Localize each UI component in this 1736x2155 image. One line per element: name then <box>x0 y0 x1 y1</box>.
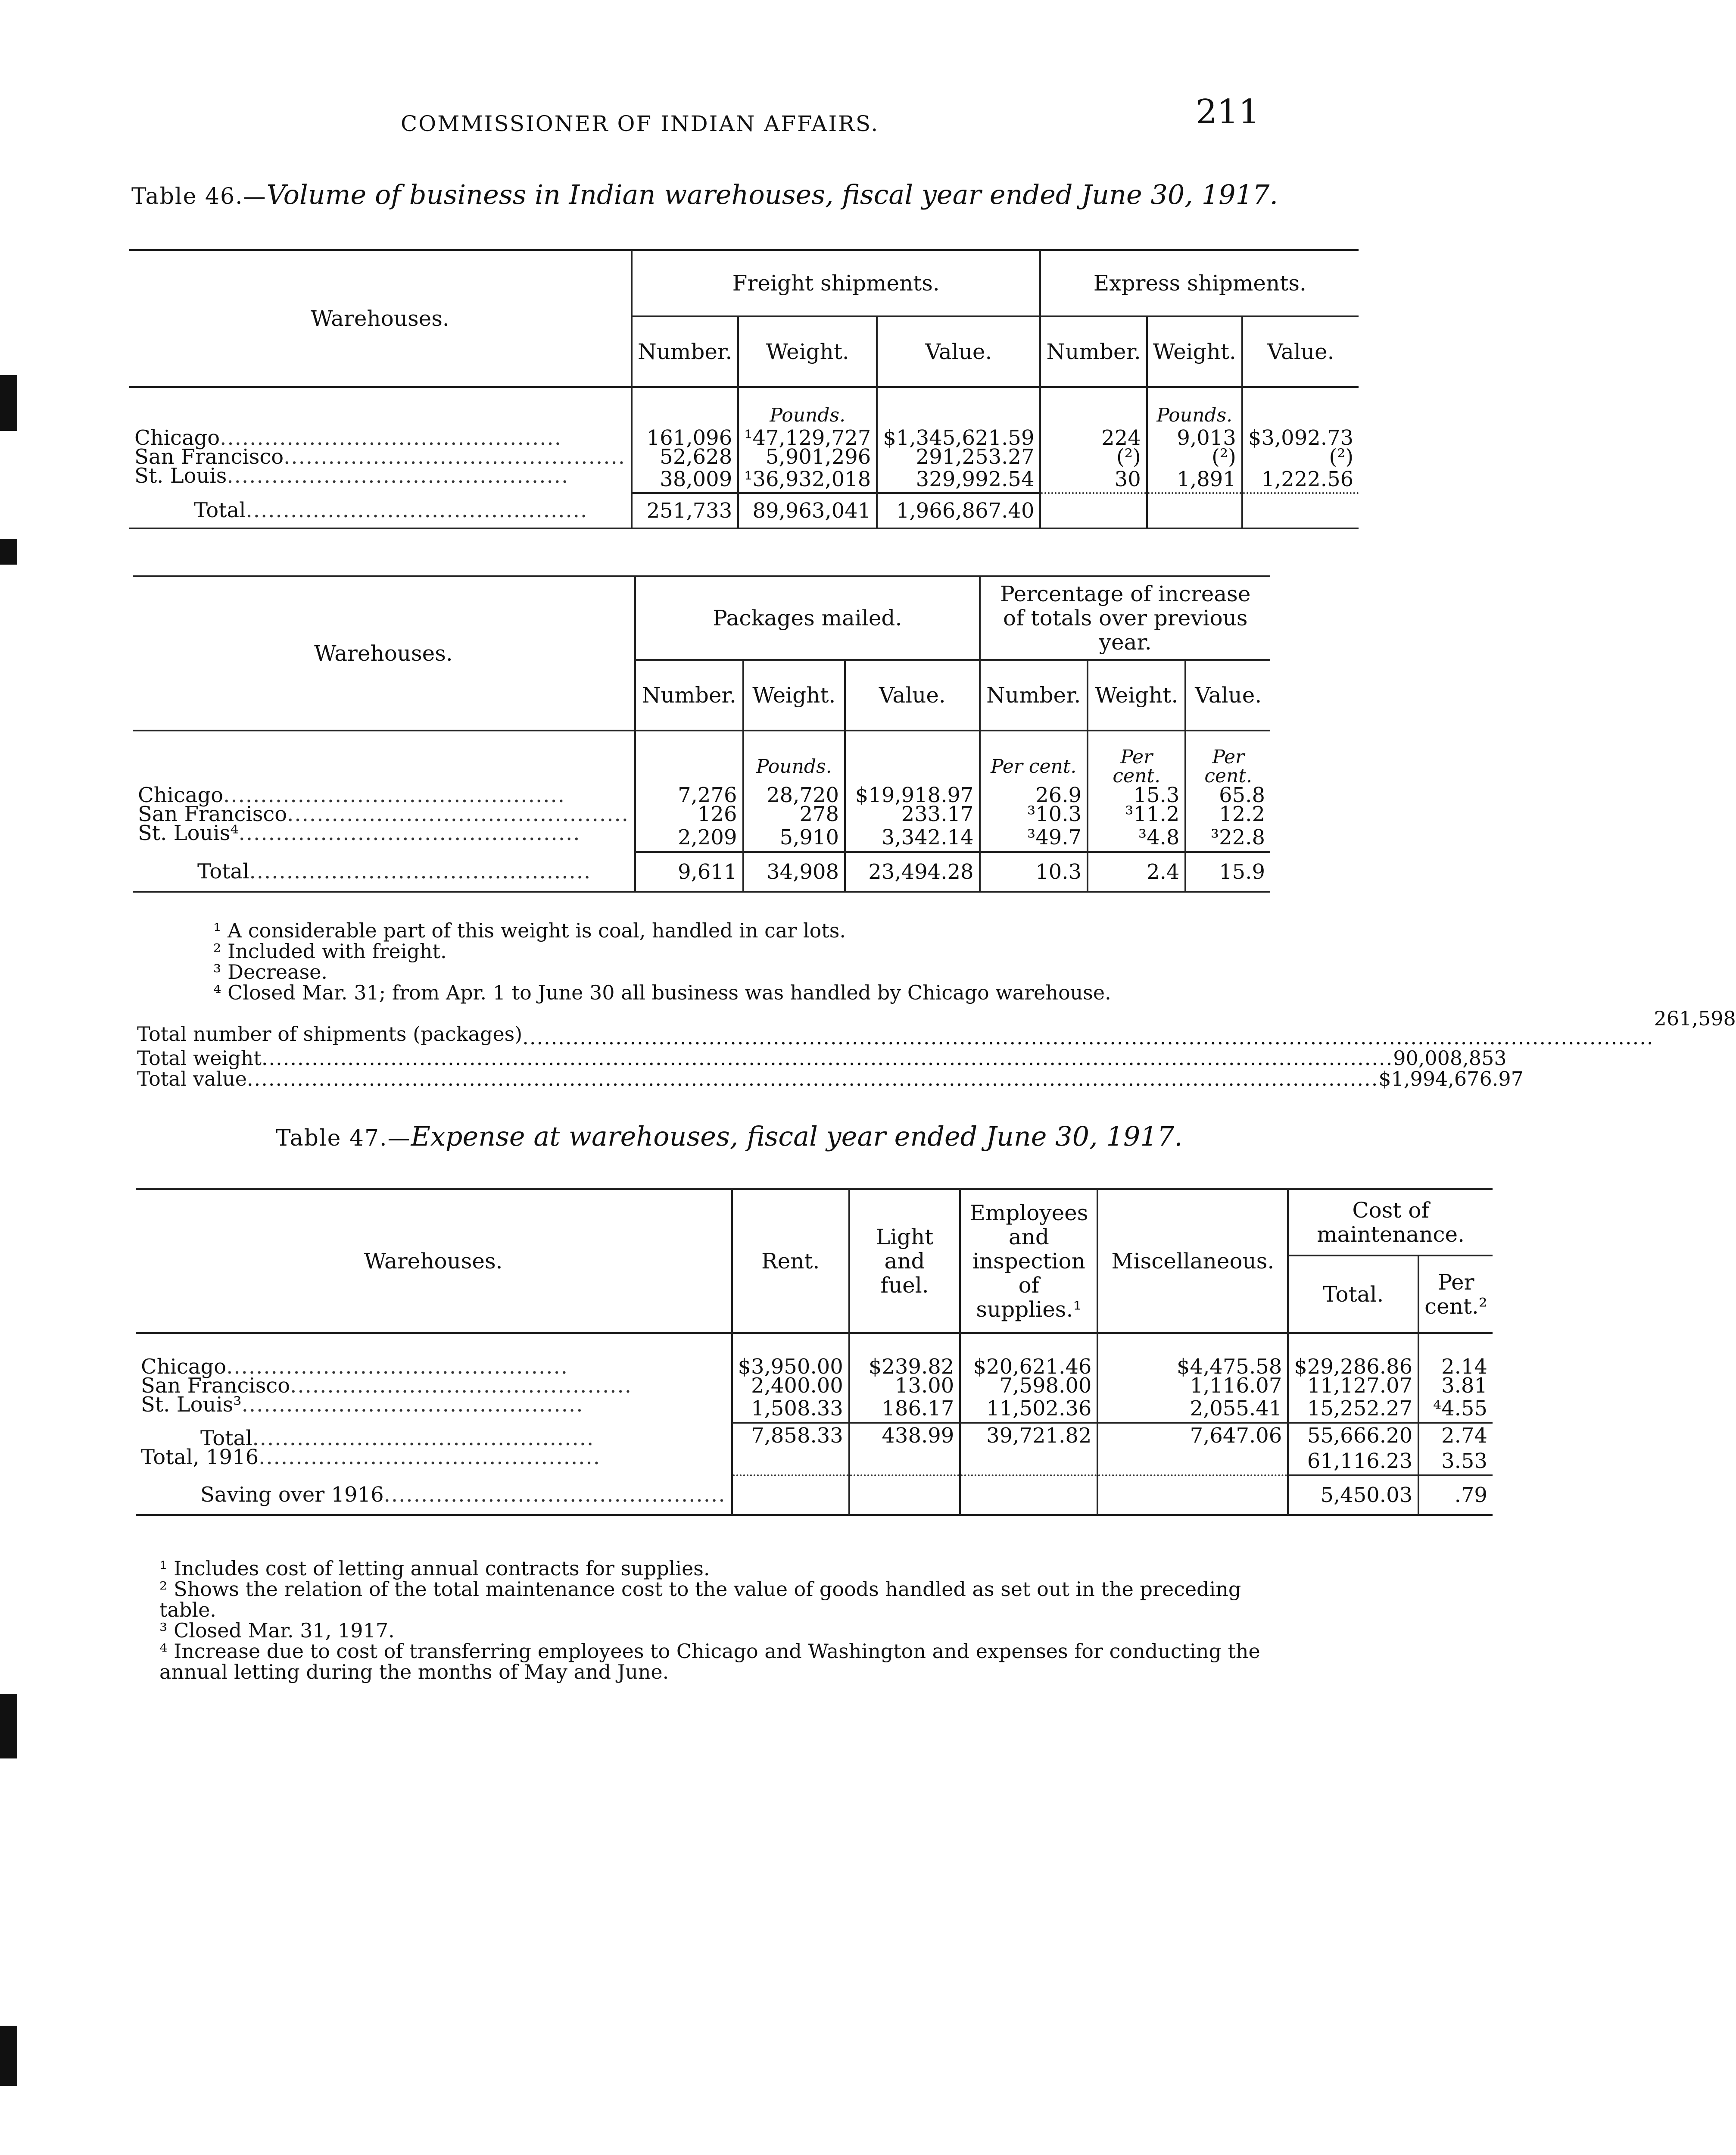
group-header-percentage: Percentage of increase of totals over previous year. <box>980 576 1270 660</box>
cell: 38,009 <box>632 466 738 493</box>
cell: 15.9 <box>1185 852 1270 892</box>
cell: 7,598.00 <box>960 1376 1097 1395</box>
cell: 161,096 <box>632 428 738 447</box>
cell: 291,253.27 <box>877 447 1040 466</box>
unit-label: Pounds. <box>1147 387 1242 428</box>
summary-line: Total number of shipments (packages) .............................................................................................................................................................. 261,598 <box>137 1007 1736 1049</box>
cell: 1,222.56 <box>1242 466 1359 493</box>
col-header-weight: Weight. <box>1088 660 1185 731</box>
cell: $3,950.00 <box>732 1357 849 1376</box>
cell: ³49.7 <box>980 824 1088 852</box>
cell: 2.4 <box>1088 852 1185 892</box>
cell: 186.17 <box>849 1395 960 1423</box>
scan-edge-mark <box>0 1694 17 1758</box>
table46-title <box>131 179 1278 210</box>
table47-title-lead: Table 47.— <box>276 1125 411 1151</box>
cell: $29,286.86 <box>1288 1357 1418 1376</box>
cell: ³11.2 <box>1088 805 1185 824</box>
cell: 2.14 <box>1418 1357 1493 1376</box>
unit-label: Per cent. <box>1088 731 1185 786</box>
cell <box>732 1475 849 1515</box>
cell: 2,209 <box>635 824 743 852</box>
footnote: ² Shows the relation of the total maintenance cost to the value of goods handled as set out in the preceding table. <box>159 1577 1241 1621</box>
cell: ³22.8 <box>1185 824 1270 852</box>
cell: 278 <box>743 805 845 824</box>
summary-line: Total value .............................................................................................................................................................. $1,994,676.97 <box>137 1067 1524 1090</box>
cell: $1,345,621.59 <box>877 428 1040 447</box>
cell: 7,647.06 <box>1097 1423 1288 1448</box>
cell <box>1242 493 1359 528</box>
cell: 3.81 <box>1418 1376 1493 1395</box>
unit-label: Per cent. <box>980 731 1088 786</box>
unit-label <box>635 731 743 786</box>
unit-label <box>877 387 1040 428</box>
table-row: Chicago.............................................. $3,950.00 $239.82 $20,621.46 $4,475.58 $29,286.86 2.14 <box>136 1357 1493 1376</box>
cell: 3,342.14 <box>845 824 979 852</box>
table47-title-text: Expense at warehouses, fiscal year ended June 30, 1917. <box>411 1121 1183 1152</box>
row-label: Saving over 1916 <box>200 1483 384 1507</box>
table-total-row: Total.............................................. 9,611 34,908 23,494.28 10.3 2.4 15.9 <box>133 852 1270 892</box>
col-header-misc: Miscellaneous. <box>1097 1189 1288 1333</box>
summary-line: Total weight .............................................................................................................................................................. 90,008,853 <box>137 1046 1507 1070</box>
table-row: San Francisco.............................................. 126 278 233.17 ³10.3 ³11.2 12.2 <box>133 805 1270 824</box>
cell <box>732 1448 849 1475</box>
table-row: St. Louis.............................................. 38,009 ¹36,932,018 329,992.54 30 1,891 1,222.56 <box>129 466 1359 493</box>
scan-edge-mark <box>0 2026 17 2086</box>
cell: 2,400.00 <box>732 1376 849 1395</box>
col-header-number: Number. <box>980 660 1088 731</box>
table-row: St. Louis⁴.............................................. 2,209 5,910 3,342.14 ³49.7 ³4.8 ³22.8 <box>133 824 1270 852</box>
summary-value: 90,008,853 <box>1393 1046 1507 1070</box>
cell <box>849 1448 960 1475</box>
group-header-cost-maintenance: Cost of maintenance. <box>1288 1189 1493 1256</box>
table-row: Chicago.............................................. 161,096 ¹47,129,727 $1,345,621.59 224 9,013 $3,092.73 <box>129 428 1359 447</box>
cell: ³4.8 <box>1088 824 1185 852</box>
cell: (²) <box>1242 447 1359 466</box>
table46-title-text: Volume of business in Indian warehouses, fiscal year ended June 30, 1917. <box>266 179 1278 210</box>
row-label: Chicago <box>141 1355 227 1379</box>
table46-footnotes <box>213 920 1269 1003</box>
page-number: 211 <box>1196 93 1260 131</box>
cell: 224 <box>1040 428 1147 447</box>
row-label: San Francisco <box>138 802 287 826</box>
footnote: ¹ A considerable part of this weight is coal, handled in car lots. <box>213 919 846 942</box>
cell: 89,963,041 <box>738 493 877 528</box>
cell <box>960 1475 1097 1515</box>
row-label: Total <box>197 859 249 884</box>
cell: 15,252.27 <box>1288 1395 1418 1423</box>
col-header-weight: Weight. <box>738 316 877 387</box>
cell: 28,720 <box>743 786 845 805</box>
cell: 61,116.23 <box>1288 1448 1418 1475</box>
unit-label: Pounds. <box>738 387 877 428</box>
table47-footnotes <box>159 1558 1271 1682</box>
table46-title-lead: Table 46.— <box>131 184 267 209</box>
row-label: St. Louis³ <box>141 1393 242 1417</box>
cell: .79 <box>1418 1475 1493 1515</box>
cell: 11,127.07 <box>1288 1376 1418 1395</box>
row-label: San Francisco <box>134 445 284 469</box>
table-row: San Francisco.............................................. 52,628 5,901,296 291,253.27 (²) (²) (²) <box>129 447 1359 466</box>
summary-label: Total value <box>137 1067 247 1090</box>
cell: $19,918.97 <box>845 786 979 805</box>
cell: 126 <box>635 805 743 824</box>
col-header-value: Value. <box>1242 316 1359 387</box>
unit-label: Pounds. <box>743 731 845 786</box>
cell: (²) <box>1040 447 1147 466</box>
cell: 329,992.54 <box>877 466 1040 493</box>
cell: 9,611 <box>635 852 743 892</box>
cell: 3.53 <box>1418 1448 1493 1475</box>
cell: $20,621.46 <box>960 1357 1097 1376</box>
unit-label <box>632 387 738 428</box>
cell: 15.3 <box>1088 786 1185 805</box>
footnote: ³ Closed Mar. 31, 1917. <box>159 1619 395 1642</box>
col-header-number: Number. <box>1040 316 1147 387</box>
running-header: COMMISSIONER OF INDIAN AFFAIRS. <box>401 111 879 136</box>
cell: 34,908 <box>743 852 845 892</box>
scan-edge-mark <box>0 539 17 565</box>
row-label: Chicago <box>138 783 224 807</box>
col-header-weight: Weight. <box>1147 316 1242 387</box>
col-header-employees: Employees and inspection of supplies.¹ <box>960 1189 1097 1333</box>
cell: $239.82 <box>849 1357 960 1376</box>
row-label: St. Louis <box>134 464 227 488</box>
col-header-rent: Rent. <box>732 1189 849 1333</box>
col-header-percent: Per cent.² <box>1418 1256 1493 1333</box>
cell: 12.2 <box>1185 805 1270 824</box>
cell: 65.8 <box>1185 786 1270 805</box>
row-label: Total, 1916 <box>141 1445 259 1469</box>
cell <box>1040 493 1147 528</box>
cell <box>1097 1448 1288 1475</box>
footnote: ⁴ Increase due to cost of transferring employees to Chicago and Washington and expenses for conducting the annual letting during the months of May and June. <box>159 1640 1260 1683</box>
cell: 251,733 <box>632 493 738 528</box>
unit-label: Per cent. <box>1185 731 1270 786</box>
cell <box>1147 493 1242 528</box>
cell: $4,475.58 <box>1097 1357 1288 1376</box>
unit-label <box>1040 387 1147 428</box>
cell: 9,013 <box>1147 428 1242 447</box>
row-label: St. Louis⁴ <box>138 821 239 845</box>
summary-value: 261,598 <box>1654 1007 1736 1030</box>
summary-label: Total weight <box>137 1046 262 1070</box>
warehouses-header: Warehouses. <box>311 306 449 331</box>
table46-freight-express <box>129 249 1359 529</box>
footnote: ⁴ Closed Mar. 31; from Apr. 1 to June 30 all business was handled by Chicago warehouse. <box>213 981 1111 1004</box>
group-header-packages: Packages mailed. <box>635 576 980 660</box>
cell: 1,508.33 <box>732 1395 849 1423</box>
cell: 30 <box>1040 466 1147 493</box>
cell: ¹47,129,727 <box>738 428 877 447</box>
table47-expense <box>136 1188 1493 1516</box>
table46-summary <box>137 1007 1736 1090</box>
footnote: ² Included with freight. <box>213 940 447 963</box>
cell: 438.99 <box>849 1423 960 1448</box>
scan-edge-mark <box>0 375 17 431</box>
cell: ¹36,932,018 <box>738 466 877 493</box>
group-header-freight: Freight shipments. <box>632 250 1041 316</box>
row-label: Chicago <box>134 426 220 450</box>
cell: 52,628 <box>632 447 738 466</box>
cell: 233.17 <box>845 805 979 824</box>
footnote: ³ Decrease. <box>213 960 328 984</box>
cell <box>1097 1475 1288 1515</box>
col-header-value: Value. <box>845 660 979 731</box>
cell <box>960 1448 1097 1475</box>
cell: ⁴4.55 <box>1418 1395 1493 1423</box>
col-header-light-fuel: Light and fuel. <box>849 1189 960 1333</box>
unit-label <box>845 731 979 786</box>
cell: 10.3 <box>980 852 1088 892</box>
row-label: Total <box>194 498 246 522</box>
cell: 2,055.41 <box>1097 1395 1288 1423</box>
table-row: San Francisco.............................................. 2,400.00 13.00 7,598.00 1,116.07 11,127.07 3.81 <box>136 1376 1493 1395</box>
cell: 26.9 <box>980 786 1088 805</box>
col-header-number: Number. <box>635 660 743 731</box>
cell: 13.00 <box>849 1376 960 1395</box>
cell: 1,891 <box>1147 466 1242 493</box>
col-header-value: Value. <box>877 316 1040 387</box>
unit-label <box>1242 387 1359 428</box>
cell: 39,721.82 <box>960 1423 1097 1448</box>
cell: 1,966,867.40 <box>877 493 1040 528</box>
table-row: Saving over 1916.............................................. 5,450.03 .79 <box>136 1475 1493 1515</box>
table-row: Chicago.............................................. 7,276 28,720 $19,918.97 26.9 15.3 65.8 <box>133 786 1270 805</box>
group-header-express: Express shipments. <box>1040 250 1359 316</box>
col-header-value: Value. <box>1185 660 1270 731</box>
row-label: Total <box>200 1426 252 1450</box>
cell: 2.74 <box>1418 1423 1493 1448</box>
cell: 5,901,296 <box>738 447 877 466</box>
cell <box>849 1475 960 1515</box>
cell: 55,666.20 <box>1288 1423 1418 1448</box>
summary-value: $1,994,676.97 <box>1378 1067 1524 1090</box>
table-row: St. Louis³.............................................. 1,508.33 186.17 11,502.36 2,055.41 15,252.27 ⁴4.55 <box>136 1395 1493 1423</box>
row-label: San Francisco <box>141 1374 290 1398</box>
cell: 7,276 <box>635 786 743 805</box>
cell: (²) <box>1147 447 1242 466</box>
summary-label: Total number of shipments (packages) <box>137 1022 523 1046</box>
col-header-number: Number. <box>632 316 738 387</box>
cell: 7,858.33 <box>732 1423 849 1448</box>
table-total-row: Total.............................................. 7,858.33 438.99 39,721.82 7,647.06 55,666.20 2.74 <box>136 1423 1493 1448</box>
table-row: Total, 1916.............................................. 61,116.23 3.53 <box>136 1448 1493 1475</box>
table46-packages-percent <box>133 575 1270 893</box>
table47-title <box>276 1121 1183 1152</box>
footnote: ¹ Includes cost of letting annual contracts for supplies. <box>159 1557 710 1580</box>
col-header-weight: Weight. <box>743 660 845 731</box>
cell: 11,502.36 <box>960 1395 1097 1423</box>
cell: 1,116.07 <box>1097 1376 1288 1395</box>
cell: $3,092.73 <box>1242 428 1359 447</box>
warehouses-header: Warehouses. <box>364 1249 503 1274</box>
cell: ³10.3 <box>980 805 1088 824</box>
table-total-row: Total.............................................. 251,733 89,963,041 1,966,867.40 <box>129 493 1359 528</box>
cell: 5,450.03 <box>1288 1475 1418 1515</box>
col-header-total: Total. <box>1288 1256 1418 1333</box>
warehouses-header: Warehouses. <box>314 641 453 666</box>
cell: 5,910 <box>743 824 845 852</box>
cell: 23,494.28 <box>845 852 979 892</box>
